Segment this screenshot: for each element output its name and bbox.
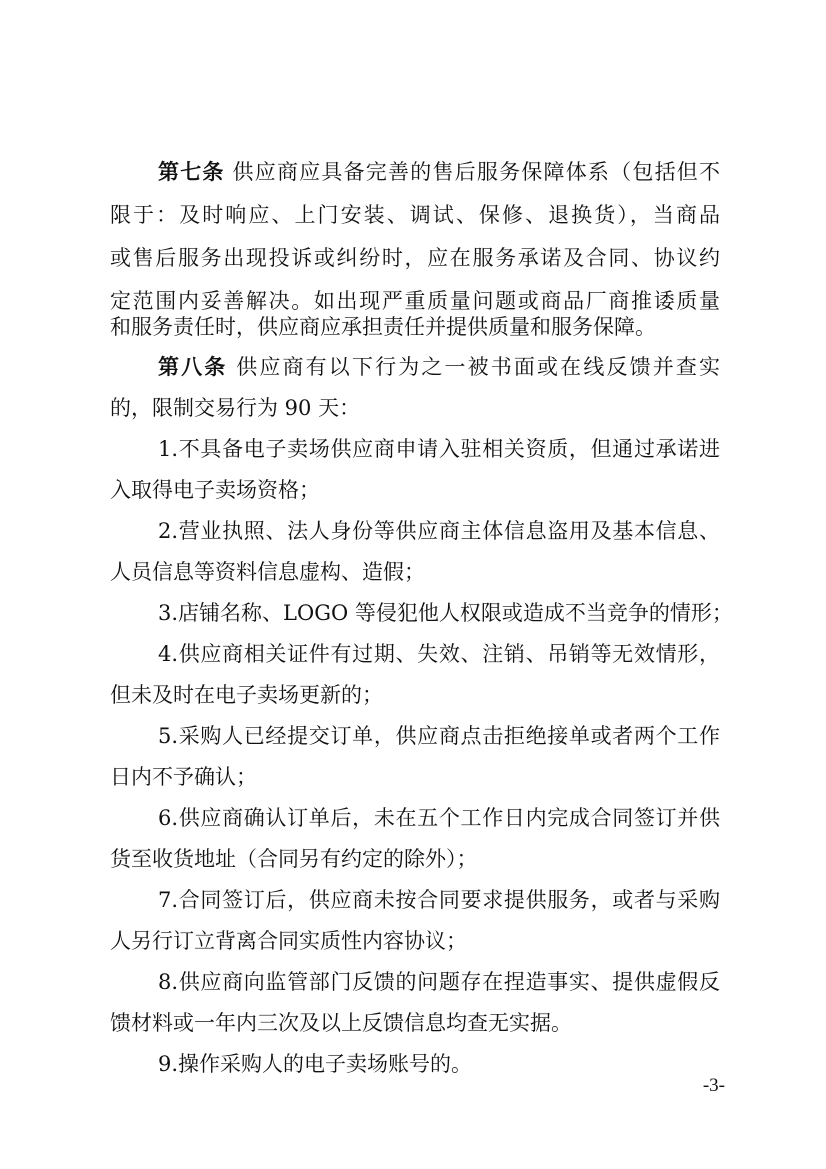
item-8-line-2: 馈材料或一年内三次及以上反馈信息均查无实据。 xyxy=(110,1011,572,1035)
article-7-line-3: 或售后服务出现投诉或纠纷时，应在服务承诺及合同、协议约 xyxy=(110,246,720,270)
page-number: -3- xyxy=(702,1075,725,1096)
article-8-heading: 第八条 xyxy=(158,355,228,379)
item-7-line-1: 7.合同签订后，供应商未按合同要求提供服务，或者与采购 xyxy=(158,888,720,912)
article-8-text-1: 供应商有以下行为之一被书面或在线反馈并查实 xyxy=(236,355,721,379)
item-1-line-2: 入取得电子卖场资格； xyxy=(110,478,320,502)
article-7-line-2: 限于：及时响应、上门安装、调试、保修、退换货），当商品 xyxy=(110,203,720,227)
article-7-text-1: 供应商应具备完善的售后服务保障体系（包括但不 xyxy=(232,160,720,184)
item-6-line-1: 6.供应商确认订单后，未在五个工作日内完成合同签订并供 xyxy=(158,806,720,830)
item-5-line-2: 日内不予确认； xyxy=(110,765,257,789)
article-8-line-2: 的，限制交易行为 90 天： xyxy=(110,396,361,420)
item-7-line-2: 人另行订立背离合同实质性内容协议； xyxy=(110,929,467,953)
article-7-line-5: 和服务责任时，供应商应承担责任并提供质量和服务保障。 xyxy=(110,315,656,339)
item-9-line-1: 9.操作采购人的电子卖场账号的。 xyxy=(158,1052,473,1076)
item-5-line-1: 5.采购人已经提交订单，供应商点击拒绝接单或者两个工作 xyxy=(158,724,720,748)
item-8-line-1: 8.供应商向监管部门反馈的问题存在捏造事实、提供虚假反 xyxy=(158,970,720,994)
item-6-line-2: 货至收货地址（合同另有约定的除外）； xyxy=(110,847,478,871)
item-3-line-1: 3.店铺名称、LOGO 等侵犯他人权限或造成不当竞争的情形； xyxy=(158,601,733,625)
article-7-line-4: 定范围内妥善解决。如出现严重质量问题或商品厂商推诿质量 xyxy=(110,289,720,313)
item-4-line-2: 但未及时在电子卖场更新的； xyxy=(110,683,383,707)
item-4-line-1: 4.供应商相关证件有过期、失效、注销、吊销等无效情形， xyxy=(158,642,720,666)
item-2-line-2: 人员信息等资料信息虚构、造假； xyxy=(110,560,425,584)
item-1-line-1: 1.不具备电子卖场供应商申请入驻相关资质，但通过承诺进 xyxy=(158,437,720,461)
article-7-heading: 第七条 xyxy=(158,160,225,184)
item-2-line-1: 2.营业执照、法人身份等供应商主体信息盗用及基本信息、 xyxy=(158,519,720,543)
article-8-line-1 xyxy=(158,353,720,381)
article-7-line-1 xyxy=(158,158,720,186)
